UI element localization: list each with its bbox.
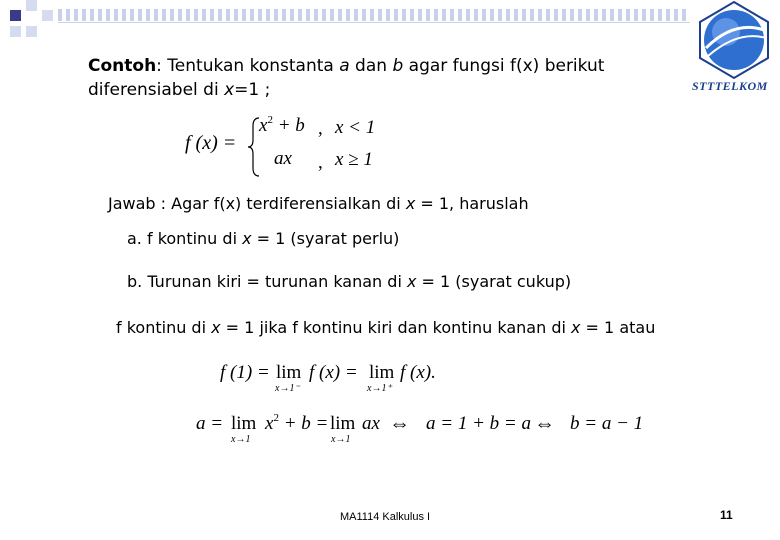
f2-term-2: ax [362,413,380,434]
answer-text: = 1 (syarat cukup) [416,272,572,291]
answer-text: = 1, haruslah [415,194,529,213]
decor-square [10,26,21,37]
problem-line-1 [88,54,604,78]
var-b: b [392,56,404,76]
f2-term-1-rest: + b = [278,413,329,434]
iff-icon: ⇔ [389,411,410,435]
f2-term-1-base: x [265,413,274,434]
decor-line [58,22,690,23]
decor-square [42,10,53,21]
page-number: 11 [720,508,733,522]
decor-square [26,0,37,11]
example-label: Contoh [88,56,157,76]
piecewise-row-2: ax [274,148,292,169]
title-text: diferensiabel di [88,80,225,100]
f2-eq-2: a = 1 + b = a [426,413,531,434]
var-x: x [224,80,235,100]
f1-lim-2: lim [369,362,395,383]
var-x: x [242,229,252,248]
condition-a [127,229,399,248]
f1-lhs: f (1) = [220,362,270,383]
decor-checker-bar [58,9,690,21]
answer-text: b. Turunan kiri = turunan kanan di [127,272,407,291]
answer-text: Jawab : Agar f(x) terdiferensialkan di [108,194,406,213]
f2-eq-3: b = a − 1 [570,413,644,434]
var-a: a [339,56,350,76]
row1-rest: + b [272,115,305,136]
f2-lim-1: lim [231,413,257,434]
f2-lim-2-sub: x→1 [331,434,351,445]
f2-exponent: 2 [273,412,279,424]
row2-separator: , [318,152,323,173]
row1-expr: x [259,115,268,136]
title-text: =1 ; [234,80,271,100]
answer-text: a. f kontinu di [127,229,243,248]
var-x: x [211,318,221,337]
f2-term-1 [265,413,328,435]
f1-lim-2-sub: x→1⁺ [367,383,392,394]
f2-lim-2: lim [330,413,356,434]
answer-text: = 1 (syarat perlu) [251,229,400,248]
f1-rhs: f (x). [400,362,436,383]
decor-square [26,26,37,37]
title-text: : Tentukan konstanta [156,56,340,76]
iff-icon: ⇔ [534,411,555,435]
row1-separator: , [318,118,323,139]
f1-lim-1: lim [276,362,302,383]
row1-condition: x < 1 [335,117,376,138]
var-x: x [571,318,581,337]
logo-text: STTTELKOM [692,79,768,93]
continuity-statement [116,318,655,337]
f1-lim-1-sub: x→1⁻ [275,383,300,394]
decor-square [10,10,21,21]
piecewise-lhs: f (x) = [185,132,237,154]
f1-mid: f (x) = [309,362,358,383]
var-x: x [406,272,417,291]
answer-text: = 1 jika f kontinu kiri dan kontinu kanan di [220,318,571,337]
row2-condition: x ≥ 1 [335,149,373,170]
answer-text: f kontinu di [116,318,212,337]
footer-course: MA1114 Kalkulus I [340,511,431,523]
limit-formula-1 [220,360,460,400]
answer-text: = 1 atau [580,318,656,337]
piecewise-function [185,112,385,178]
title-text: dan [349,56,393,76]
answer-intro [108,194,529,213]
title-text: agar fungsi f(x) berikut [403,56,605,76]
logo [688,0,780,100]
f2-lim-1-sub: x→1 [231,434,251,445]
problem-statement [88,54,604,102]
var-x: x [405,194,416,213]
piecewise-row-1 [259,115,305,137]
problem-line-2 [88,78,604,102]
row1-exponent: 2 [267,114,273,126]
limit-formula-2 [196,410,656,454]
condition-b [127,272,571,291]
f2-a-eq: a = [196,413,224,434]
